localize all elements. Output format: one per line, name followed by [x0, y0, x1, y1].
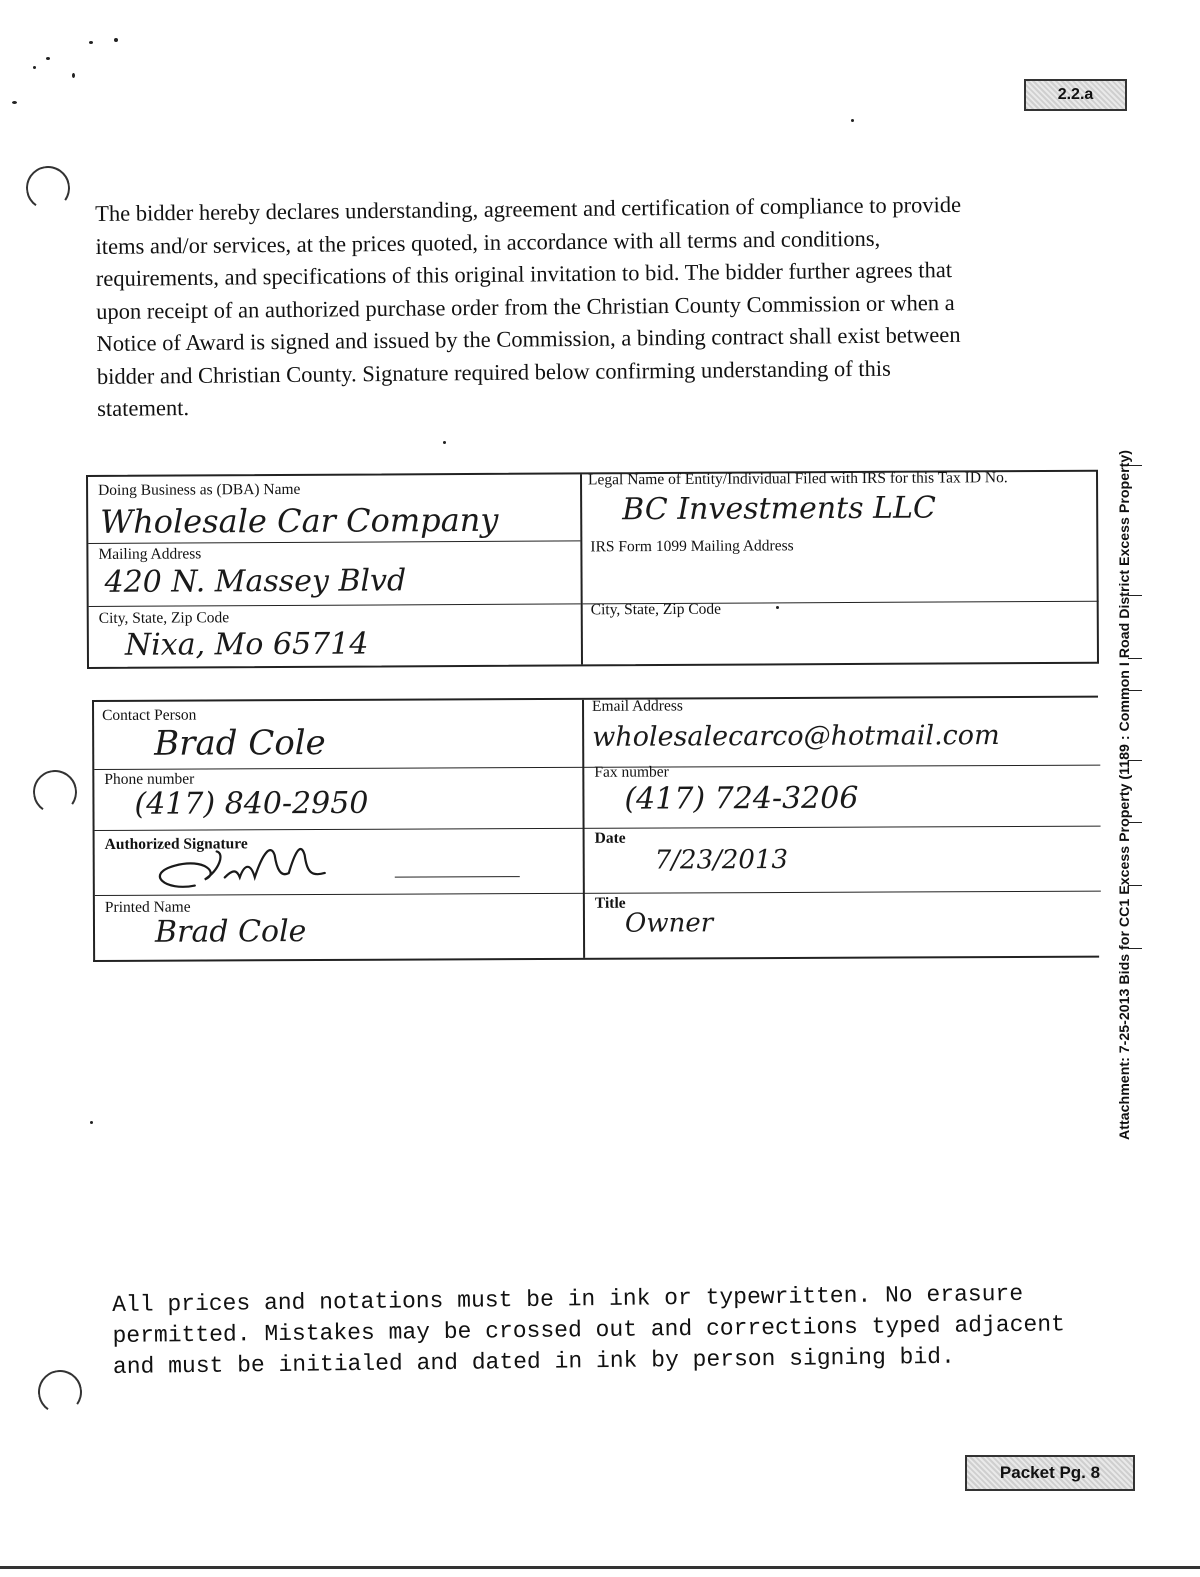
declaration-line: bidder and Christian County. Signature required below confirming understanding of this	[96, 355, 891, 389]
declaration-paragraph	[95, 187, 1102, 425]
legal-name-value: BC Investments LLC	[622, 490, 937, 528]
scan-speck	[443, 441, 446, 444]
mailing-address-cell	[88, 540, 580, 606]
scan-speck	[12, 101, 17, 104]
declaration-line: items and/or services, at the prices quoted, in accordance with all terms and conditions,	[95, 225, 881, 259]
dba-name-value: Wholesale Car Company	[100, 500, 499, 541]
declaration-line: Notice of Award is signed and issued by the Commission, a binding contract shall exist between	[96, 321, 961, 356]
fax-number-value: (417) 724-3206	[624, 780, 859, 817]
fax-number-label: Fax number	[594, 763, 669, 781]
phone-number-label: Phone number	[104, 770, 195, 788]
date-cell	[585, 826, 1101, 893]
footer-line: permitted. Mistakes may be crossed out and corrections typed adjacent	[112, 1311, 1066, 1349]
legal-name-label: Legal Name of Entity/Individual Filed with IRS for this Tax ID No.	[587, 469, 1008, 489]
city-state-zip-label: City, State, Zip Code	[98, 609, 230, 627]
dba-name-cell	[88, 474, 580, 543]
header-tag: 2.2.a	[1024, 79, 1127, 111]
printed-name-cell	[95, 893, 583, 960]
email-address-value: wholesalecarco@hotmail.com	[592, 720, 1000, 753]
irs-mailing-address-label: IRS Form 1099 Mailing Address	[590, 537, 794, 556]
date-label: Date	[594, 829, 626, 847]
punch-hole-bottom	[35, 1367, 86, 1418]
dba-name-label: Doing Business as (DBA) Name	[98, 480, 301, 499]
mailing-address-label: Mailing Address	[98, 545, 202, 563]
scan-speck	[851, 119, 854, 122]
declaration-line: upon receipt of an authorized purchase order from the Christian County Commission or when a	[96, 289, 955, 324]
email-address-cell	[584, 698, 1100, 767]
handwritten-signature	[125, 833, 385, 894]
footer-line: and must be initialed and dated in ink by person signing bid.	[112, 1343, 955, 1380]
printed-name-label: Printed Name	[104, 898, 191, 916]
footer-line: All prices and notations must be in ink or typewritten. No erasure	[112, 1280, 1024, 1318]
email-address-label: Email Address	[591, 697, 683, 715]
footer-instructions	[112, 1278, 1123, 1383]
contact-info-table	[92, 696, 1099, 962]
scan-speck	[46, 57, 50, 60]
scan-speck	[114, 38, 118, 42]
phone-number-value: (417) 840-2950	[134, 785, 369, 822]
scan-speck	[33, 66, 36, 69]
irs-city-state-zip-label: City, State, Zip Code	[590, 600, 722, 619]
printed-name-value: Brad Cole	[154, 914, 307, 950]
legal-name-cell	[582, 469, 1098, 541]
bottom-edge-rule	[0, 1566, 1200, 1569]
contact-person-value: Brad Cole	[154, 722, 326, 764]
phone-number-cell	[94, 767, 582, 830]
punch-hole-middle	[30, 767, 81, 818]
contact-person-cell	[94, 700, 582, 769]
city-state-zip-cell	[89, 603, 581, 669]
declaration-line: The bidder hereby declares understanding, agreement and certification of compliance to provide	[95, 191, 962, 226]
packet-page-tag: Packet Pg. 8	[965, 1455, 1135, 1491]
title-cell	[585, 891, 1101, 958]
declaration-line: requirements, and specifications of this original invitation to bid. The bidder further agrees that	[95, 257, 953, 291]
date-value: 7/23/2013	[654, 844, 789, 876]
fax-number-cell	[584, 760, 1100, 828]
punch-hole-top	[23, 163, 74, 214]
title-value: Owner	[624, 908, 714, 939]
authorized-signature-label: Authorized Signature	[104, 835, 248, 853]
declaration-line: statement.	[97, 395, 190, 421]
authorized-signature-cell	[95, 828, 583, 895]
scan-speck	[89, 41, 93, 44]
business-info-table	[86, 470, 1099, 669]
attachment-sidebar: Attachment: 7-25-2013 Bids for CC1 Excess Property (1189 : Common I Road District Excess Property)	[1117, 450, 1133, 1140]
title-label: Title	[594, 894, 626, 912]
city-state-zip-value: Nixa, Mo 65714	[124, 626, 369, 663]
scan-speck	[90, 1121, 93, 1124]
irs-city-state-zip-cell	[583, 597, 1099, 663]
mailing-address-value: 420 N. Massey Blvd	[104, 563, 407, 600]
scan-speck	[72, 73, 75, 78]
contact-person-label: Contact Person	[102, 706, 197, 724]
irs-mailing-address-cell	[582, 534, 1098, 604]
